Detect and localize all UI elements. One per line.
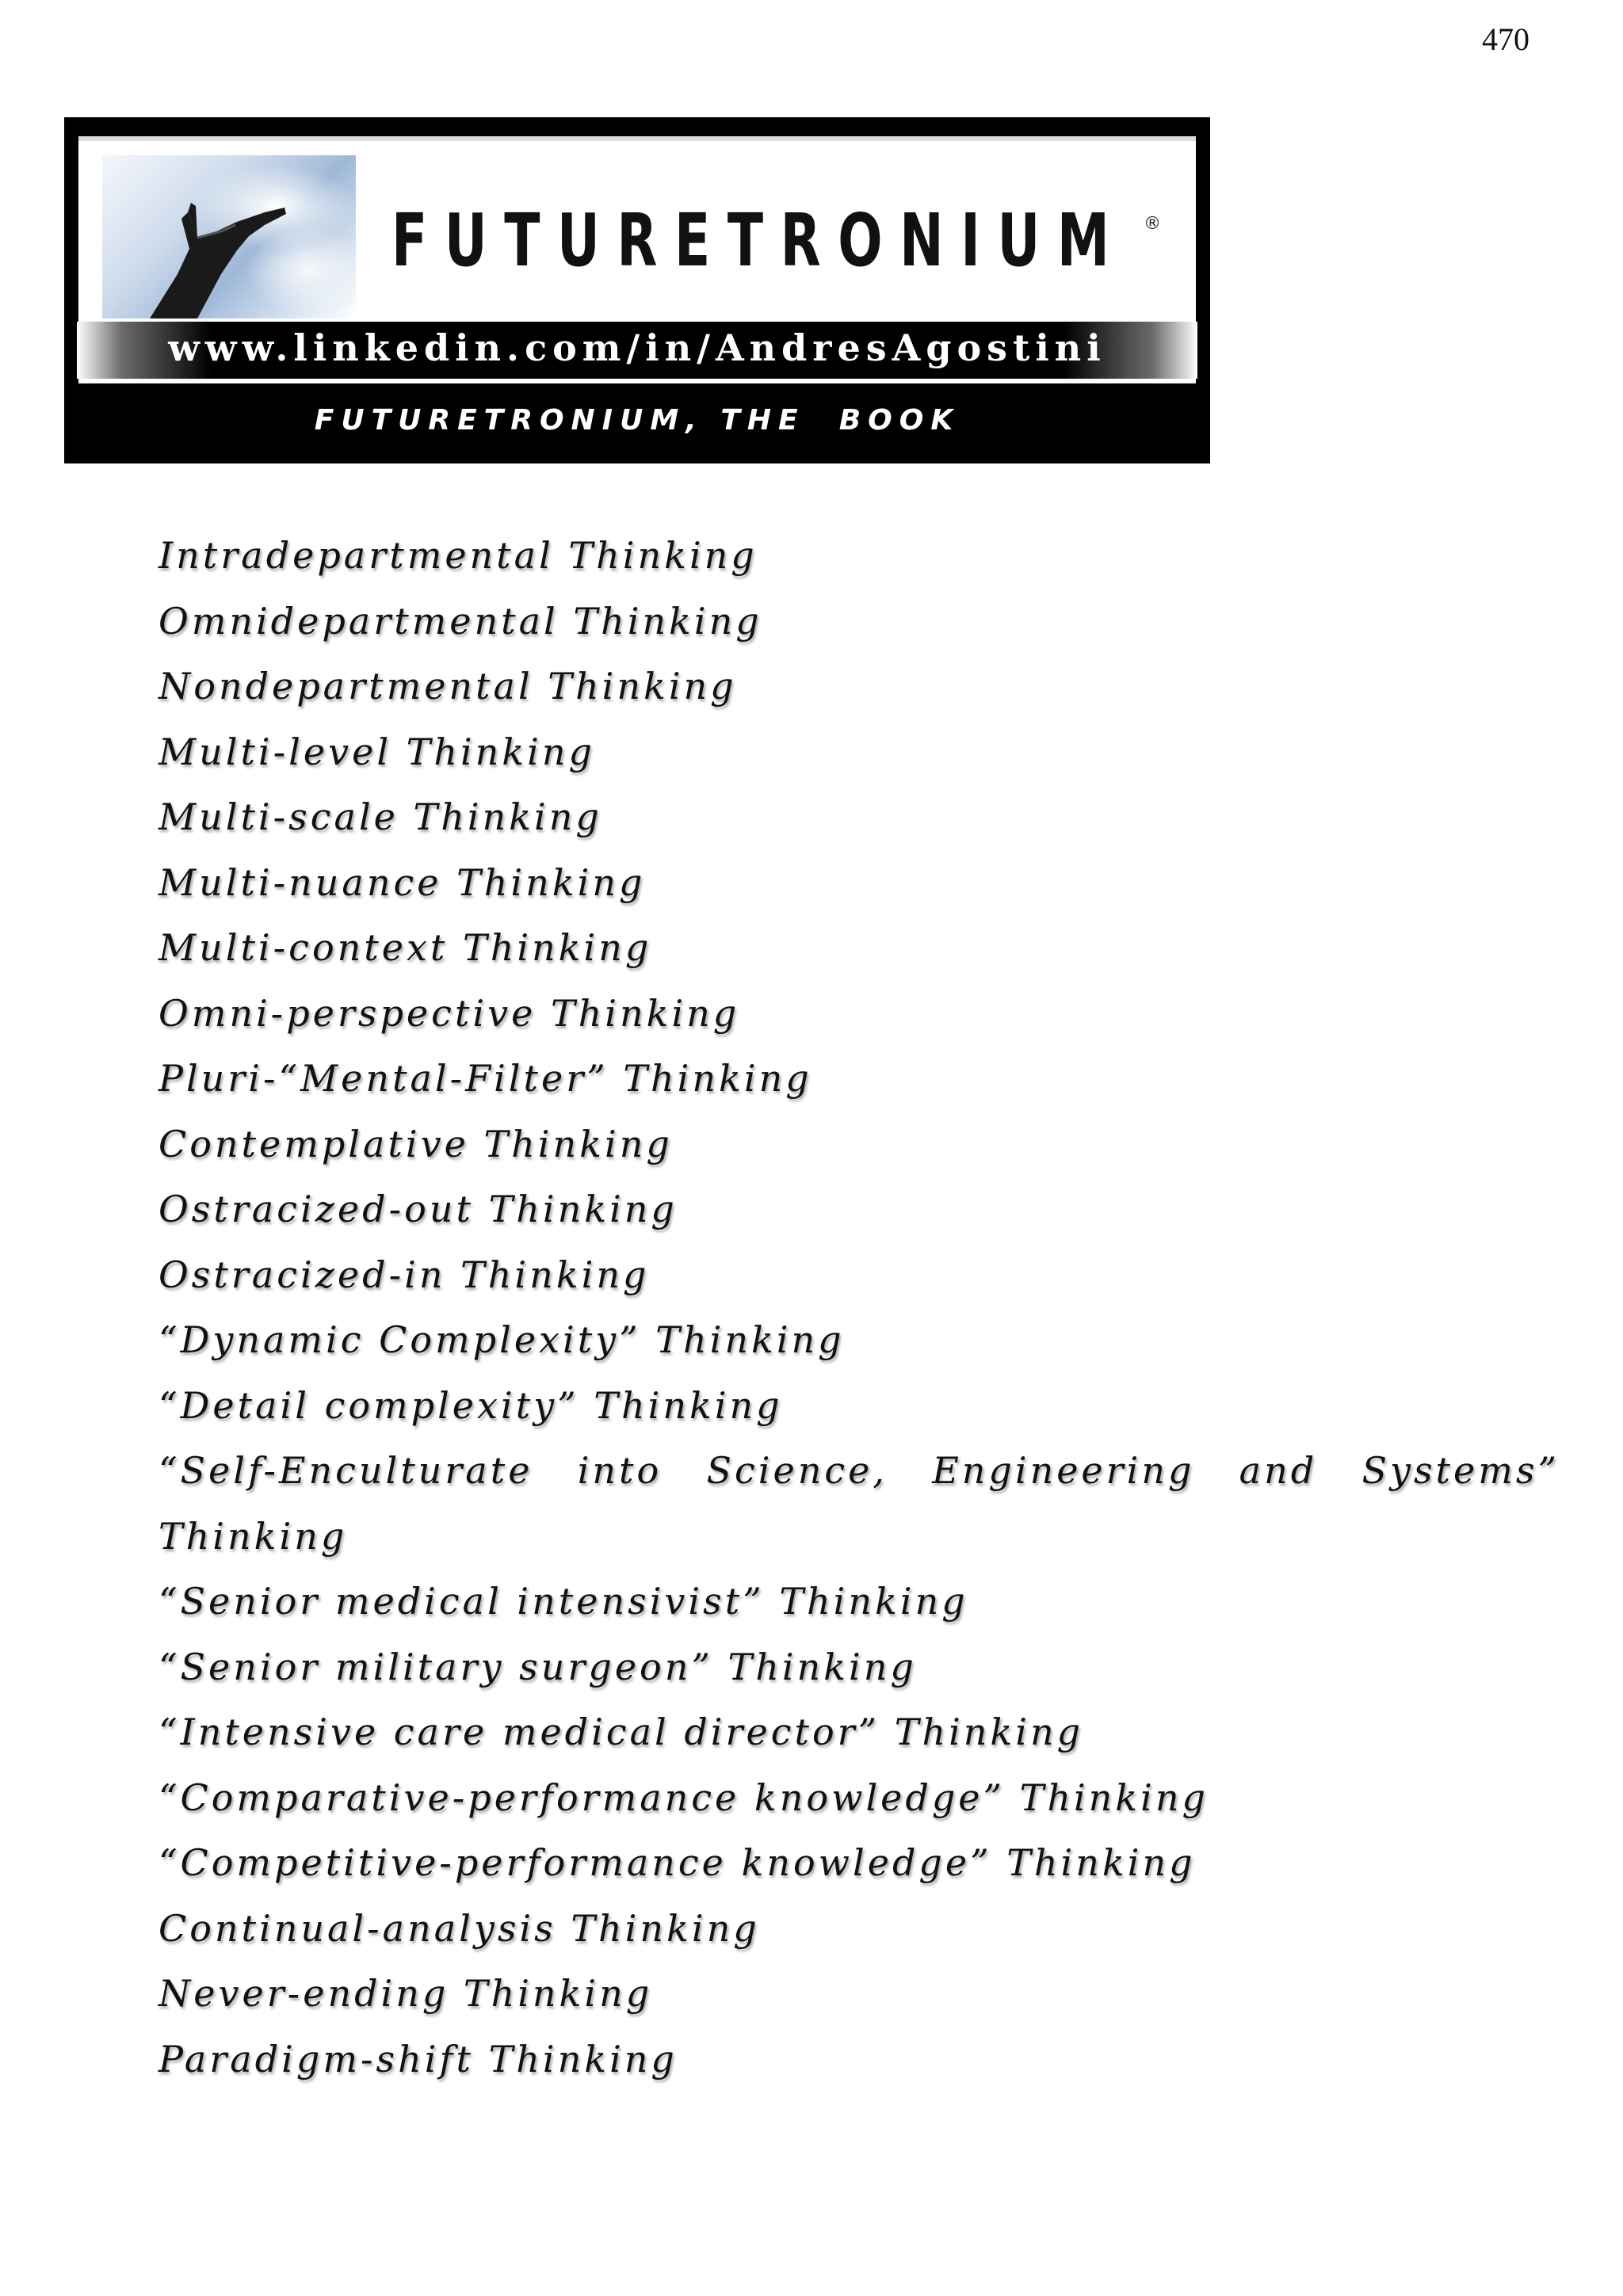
- list-item: Ostracized-in Thinking: [158, 1253, 650, 1296]
- brand-name: FUTURETRONIUM: [391, 198, 1127, 283]
- linkedin-url: www.linkedin.com/in/AndresAgostini: [168, 326, 1106, 369]
- url-bar: [77, 322, 1197, 379]
- list-item: Never-ending Thinking: [158, 1972, 653, 2015]
- list-item: “Detail complexity” Thinking: [158, 1383, 783, 1427]
- list-item: Intradepartmental Thinking: [158, 534, 758, 577]
- list-item: Pluri-“Mental-Filter” Thinking: [158, 1057, 812, 1100]
- page-number: 470: [1482, 21, 1529, 57]
- list-item: Continual-analysis Thinking: [158, 1906, 760, 1950]
- thinking-list: [158, 523, 1560, 2092]
- list-item: “Dynamic Complexity” Thinking: [158, 1318, 845, 1361]
- futuretronium-banner: [64, 117, 1210, 463]
- list-item: “Competitive-performance knowledge” Thinking: [158, 1841, 1196, 1884]
- list-item: “Intensive care medical director” Thinking: [158, 1711, 1084, 1753]
- list-item: Multi-scale Thinking: [158, 795, 602, 838]
- list-item: “Self-Enculturate into Science, Engineering and Systems” Thinking: [158, 1449, 1560, 1558]
- banner-image: [102, 155, 356, 318]
- list-item: Omni-perspective Thinking: [158, 991, 740, 1035]
- list-item: Multi-context Thinking: [158, 926, 652, 969]
- list-item: “Comparative-performance knowledge” Thinking: [158, 1775, 1209, 1819]
- list-item: Contemplative Thinking: [158, 1122, 673, 1165]
- registered-mark: ®: [1144, 214, 1161, 234]
- book-label: FUTURETRONIUM, THE BOOK: [314, 404, 960, 437]
- open-hand-reaching-sky-icon: [102, 155, 356, 318]
- list-item: Omnidepartmental Thinking: [158, 599, 762, 643]
- list-item: Ostracized-out Thinking: [158, 1188, 678, 1230]
- list-item: “Senior military surgeon” Thinking: [158, 1645, 917, 1688]
- list-item: Nondepartmental Thinking: [158, 665, 737, 707]
- list-item: Multi-level Thinking: [158, 730, 595, 773]
- list-item: Multi-nuance Thinking: [158, 860, 646, 904]
- list-item: Paradigm-shift Thinking: [158, 2037, 678, 2081]
- list-item: “Senior medical intensivist” Thinking: [158, 1580, 968, 1623]
